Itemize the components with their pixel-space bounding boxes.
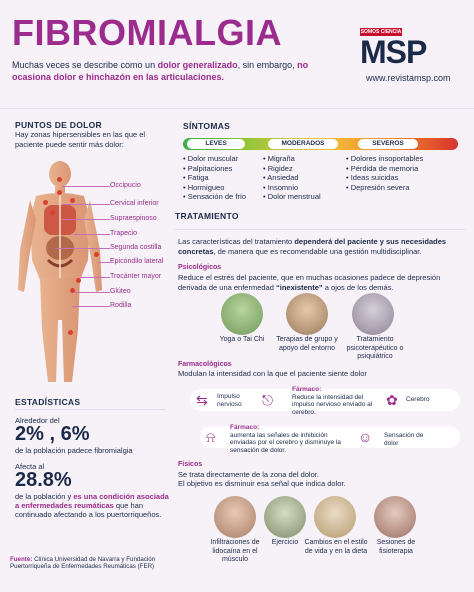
psico-item-grupo: Terapias de grupo y apoyo del entorno bbox=[276, 336, 338, 352]
symptom-item: • Fatiga bbox=[183, 173, 246, 183]
yoga-image bbox=[221, 293, 263, 335]
farma-heading: Farmacológicos bbox=[178, 361, 232, 368]
fisico-item-estilo: Cambios en el estilo de vida y en la dieta bbox=[304, 539, 368, 555]
stat2-post bbox=[15, 492, 175, 519]
pain-label-supraespinoso: Supraespinoso bbox=[110, 215, 157, 222]
source-text: Clínica Universidad de Navarra y Fundación Puertorriqueña de Enfermedades Reumáticas (FER) bbox=[10, 556, 156, 571]
msp-logo[interactable] bbox=[360, 28, 460, 73]
pain-label-costilla: Segunda costilla bbox=[110, 244, 162, 251]
psychotherapy-image bbox=[352, 293, 394, 335]
pain-label-cervical: Cervical inferior bbox=[110, 200, 159, 207]
pain-line bbox=[80, 277, 110, 278]
stat2-pre: Afecta al bbox=[15, 462, 45, 471]
pain-dot-costilla bbox=[50, 210, 55, 215]
pain-dot-rodilla bbox=[68, 330, 73, 335]
farma1-text bbox=[292, 386, 387, 416]
pain-dot-supraespinoso bbox=[43, 200, 48, 205]
farma1-bold: Fármaco: bbox=[292, 386, 322, 393]
nerve-impulse-icon: ⇆ bbox=[196, 392, 208, 408]
pain-label-occipucio: Occipucio bbox=[110, 182, 141, 189]
symptom-item: • Insomnio bbox=[263, 183, 321, 193]
stat1-pre: Alrededor del bbox=[15, 416, 60, 425]
fisico-text1: Se trata directamente de la zona del dolor. bbox=[178, 470, 319, 479]
level-severos: SEVEROS bbox=[358, 139, 418, 149]
psico-text bbox=[178, 273, 463, 292]
puntos-heading: PUNTOS DE DOLOR bbox=[15, 120, 102, 130]
symptoms-severos bbox=[346, 154, 423, 192]
psico-part1: Reduce el estrés del paciente, que en muchas ocasiones padece de depresión derivada de una enfermedad bbox=[178, 273, 441, 292]
symptoms-moderados bbox=[263, 154, 321, 202]
infiltration-image bbox=[214, 496, 256, 538]
pain-dot-trapecio bbox=[70, 198, 75, 203]
pain-line bbox=[74, 292, 110, 293]
fisico-text2: El objetivo es disminuir esa señal que indica dolor. bbox=[178, 479, 346, 488]
farma-sensacion-label: Sensación de dolor bbox=[384, 432, 424, 447]
pain-dot-epicondilo bbox=[94, 252, 99, 257]
pain-line bbox=[74, 234, 110, 235]
symptom-item: • Sensación de frío bbox=[183, 192, 246, 202]
pain-line bbox=[72, 306, 110, 307]
psico-item-psicoterapeutico: Tratamiento psicoterapéutico o psiquiátrico bbox=[346, 336, 404, 360]
lifestyle-image bbox=[314, 496, 356, 538]
page-title: FIBROMIALGIA bbox=[12, 12, 282, 53]
exercise-image bbox=[264, 496, 306, 538]
symptoms-leves bbox=[183, 154, 246, 202]
puntos-description: Hay zonas hipersensibles en las que el paciente puede sentir más dolor: bbox=[15, 130, 146, 149]
group-therapy-image bbox=[286, 293, 328, 335]
pain-line bbox=[98, 262, 110, 263]
fisico-item-ejercicio: Ejercicio bbox=[271, 539, 299, 546]
pain-label-rodilla: Rodilla bbox=[110, 302, 132, 309]
symptom-item: • Migraña bbox=[263, 154, 321, 164]
psico-part2: a ojos de los demás. bbox=[322, 282, 394, 292]
tratamiento-divider bbox=[175, 229, 465, 230]
pain-label-gluteo: Glúteo bbox=[110, 288, 131, 295]
stat1-value: 2% , 6% bbox=[15, 423, 90, 445]
symptom-item: • Ansiedad bbox=[263, 173, 321, 183]
intro-text bbox=[12, 60, 312, 83]
desc-part2: , de manera que es recomendable una gestión multidisciplinar. bbox=[213, 246, 422, 256]
farma2-text bbox=[230, 424, 350, 454]
farma-impulso-label: Impulso nervioso bbox=[217, 393, 242, 408]
symptom-item: • Hormigueo bbox=[183, 183, 246, 193]
farma-cerebro-label: Cerebro bbox=[406, 396, 430, 403]
tratamiento-heading: TRATAMIENTO bbox=[175, 211, 239, 221]
estadisticas-heading: ESTADÍSTICAS bbox=[15, 397, 81, 407]
pain-dot-cervical bbox=[57, 190, 62, 195]
farma1-desc: Reduce la intensidad del impulso nervioso enviado al cerebro. bbox=[292, 393, 373, 416]
psico-item-yoga: Yoga o Tai Chi bbox=[219, 336, 265, 343]
severity-bar bbox=[183, 138, 458, 150]
sintomas-heading: SÍNTOMAS bbox=[183, 121, 231, 131]
pain-line bbox=[62, 204, 110, 205]
symptom-item: • Pérdida de memoria bbox=[346, 164, 423, 174]
level-moderados: MODERADOS bbox=[268, 139, 338, 149]
tratamiento-description bbox=[178, 237, 463, 256]
stat2-highlight: es una condición asociada a enfermedades reumáticas bbox=[15, 492, 169, 510]
farma-text: Modulan la intensidad con la que el paciente siente dolor bbox=[178, 369, 367, 378]
body-illustration bbox=[10, 160, 175, 390]
physiotherapy-image bbox=[374, 496, 416, 538]
level-leves: LEVES bbox=[187, 139, 245, 149]
stat2-value: 28.8% bbox=[15, 469, 72, 491]
symptom-item: • Dolor muscular bbox=[183, 154, 246, 164]
symptom-item: • Palpitaciones bbox=[183, 164, 246, 174]
fisico-item-infiltraciones: Infiltraciones de lidocaína en el músculo bbox=[210, 539, 260, 563]
capsule-icon: ⍾ bbox=[206, 429, 216, 445]
pain-line bbox=[55, 248, 110, 249]
symptom-item: • Dolor menstrual bbox=[263, 192, 321, 202]
symptom-item: • Ideas suicidas bbox=[346, 173, 423, 183]
fisico-item-fisioterapia: Sesiones de fisioterapia bbox=[376, 539, 416, 555]
stat2-post1: de la población y bbox=[15, 492, 74, 501]
intro-part2: , sin embargo, bbox=[237, 60, 298, 70]
intro-part1: Muchas veces se describe como un bbox=[12, 60, 158, 70]
intro-highlight1: dolor generalizado bbox=[157, 60, 238, 70]
intro-highlight2: no ocasiona dolor e hinchazón en las articulaciones. bbox=[12, 60, 309, 82]
logo-name: MSP bbox=[360, 34, 427, 70]
logo-tagline: SOMOS CIENCIA bbox=[360, 29, 402, 35]
source-note bbox=[10, 556, 170, 571]
header-divider bbox=[0, 108, 474, 109]
psico-bold: “inexistente” bbox=[276, 282, 323, 292]
logo-url[interactable]: www.revistamsp.com bbox=[366, 73, 451, 83]
stat1-post: de la población padece fibromialgia bbox=[15, 446, 133, 455]
pain-line bbox=[62, 219, 110, 220]
pain-label-epicondilo: Epicóndilo lateral bbox=[110, 258, 164, 265]
head-pain-icon: ☺ bbox=[358, 429, 373, 445]
farma2-desc: aumenta las señales de inhibición enviadas por el cerebro y disminuye la sensación de dolor. bbox=[230, 431, 341, 454]
estadisticas-divider bbox=[15, 409, 165, 410]
desc-bold: dependerá del paciente y sus necesidades concretas bbox=[178, 237, 447, 256]
psico-heading: Psicológicos bbox=[178, 264, 222, 271]
desc-part1: Las características del tratamiento bbox=[178, 237, 295, 246]
symptom-item: • Dolores insoportables bbox=[346, 154, 423, 164]
source-label: Fuente: bbox=[10, 556, 33, 563]
fisico-heading: Físicos bbox=[178, 461, 203, 468]
symptom-item: • Rigidez bbox=[263, 164, 321, 174]
pain-label-trapecio: Trapecio bbox=[110, 230, 137, 237]
pain-dot-trocanter bbox=[76, 278, 81, 283]
symptom-item: • Depresión severa bbox=[346, 183, 423, 193]
farma2-bold: Fármaco: bbox=[230, 424, 260, 431]
pain-dot-occipucio bbox=[57, 177, 62, 182]
pill-icon: ⎋ bbox=[262, 392, 274, 408]
brain-icon: ✿ bbox=[386, 392, 398, 408]
pain-line bbox=[62, 186, 110, 187]
stat2-post2: que han continuado afectando a los puertorriqueños. bbox=[15, 501, 162, 519]
pain-label-trocanter: Trocánter mayor bbox=[110, 273, 162, 280]
